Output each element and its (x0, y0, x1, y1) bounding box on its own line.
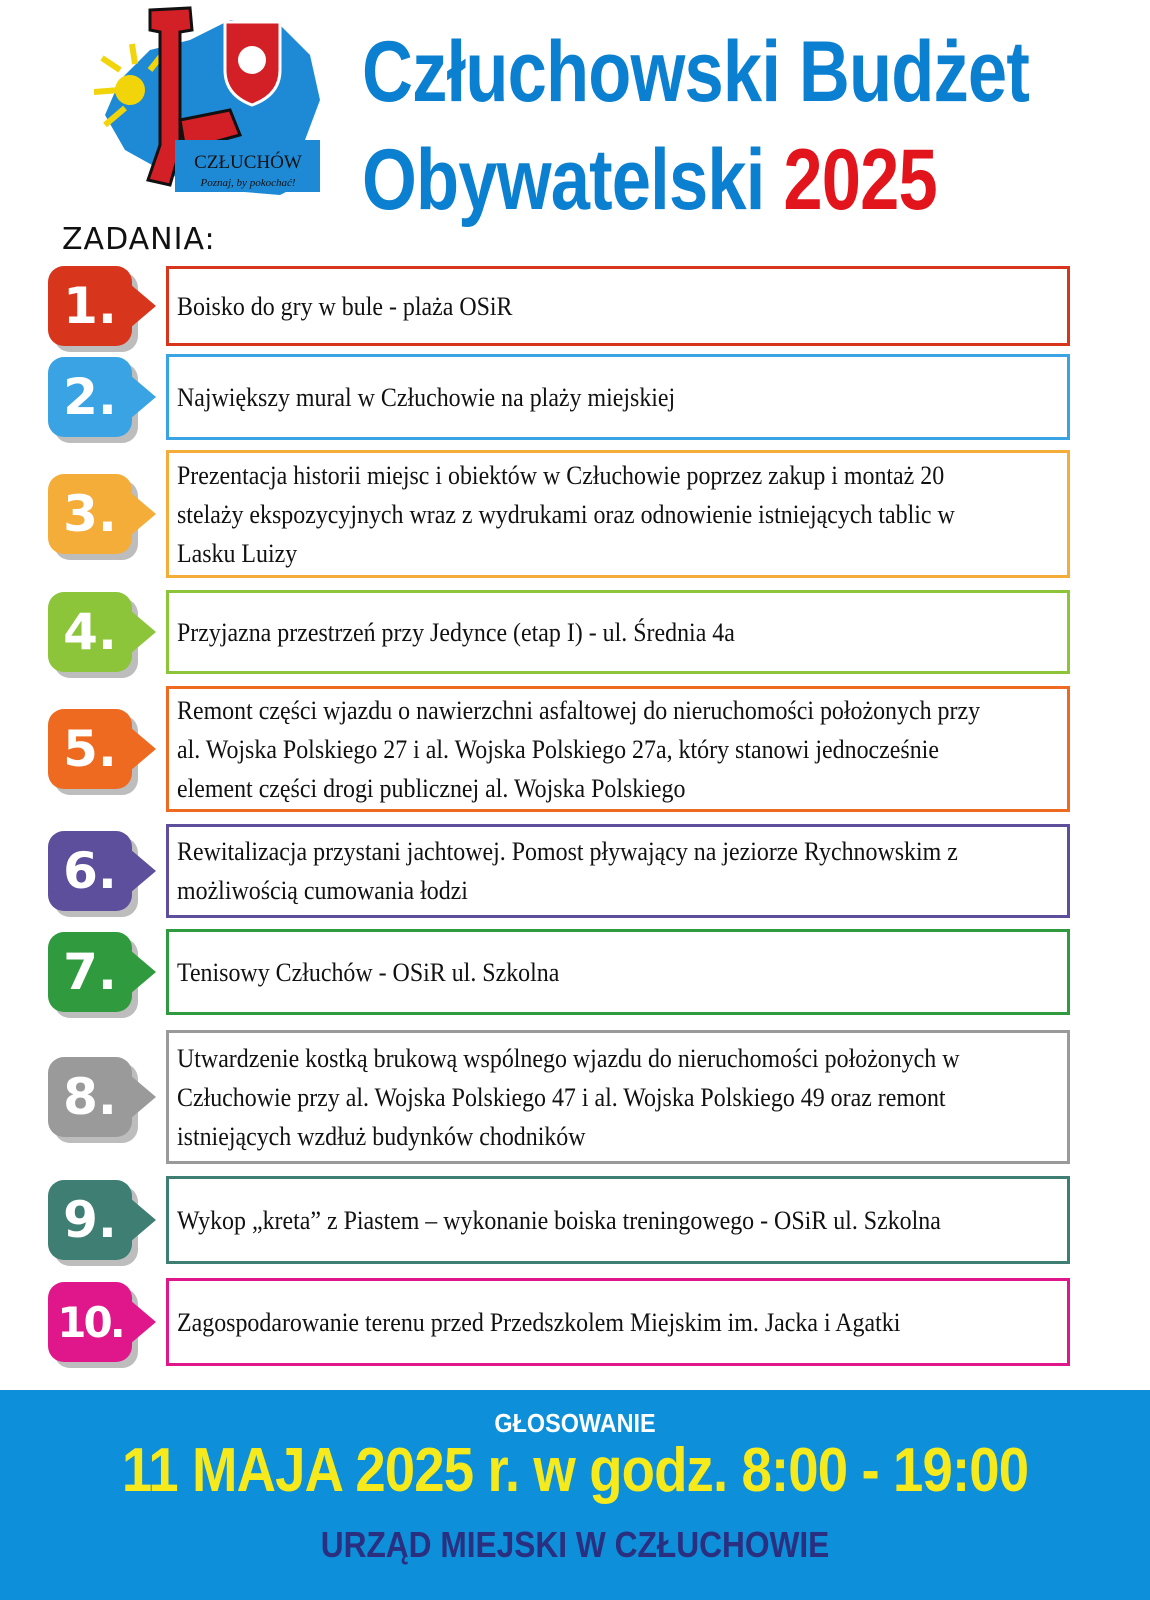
task-number-badge: 6. (48, 831, 132, 911)
page-title (362, 18, 1029, 234)
task-item (0, 929, 1150, 1015)
task-description-box (166, 1030, 1070, 1164)
task-item (0, 450, 1150, 578)
task-description-box (166, 1176, 1070, 1264)
task-description: Utwardzenie kostką brukową wspólnego wjazdu do nieruchomości położonych w Człuchowie przy al. Wojska Polskiego 47 i al. Wojska Polskiego 49 oraz remont istniejących wzdłuż budynków chodników (177, 1043, 960, 1151)
task-number-badge: 7. (48, 932, 132, 1012)
task-description: Remont części wjazdu o nawierzchni asfaltowej do nieruchomości położonych przy al. Wojska Polskiego 27 i al. Wojska Polskiego 27a, który stanowi jednocześnie element części drogi publicznej al. Wojska Polskiego (177, 695, 981, 803)
task-number-badge: 8. (48, 1057, 132, 1137)
voting-footer (0, 1390, 1150, 1600)
task-description-box (166, 590, 1070, 674)
task-description-box (166, 354, 1070, 440)
task-arrow-icon (130, 849, 156, 893)
task-arrow-icon (130, 610, 156, 654)
section-label: ZADANIA: (62, 222, 216, 257)
title-line-1: Człuchowski Budżet (362, 24, 1029, 120)
task-arrow-icon (130, 375, 156, 419)
task-arrow-icon (130, 950, 156, 994)
task-number-badge: 10. (48, 1282, 132, 1362)
task-number-badge: 5. (48, 709, 132, 789)
svg-text:CZŁUCHÓW: CZŁUCHÓW (194, 152, 302, 173)
town-logo (80, 0, 340, 215)
task-arrow-icon (130, 492, 156, 536)
task-description-box (166, 450, 1070, 578)
task-number-badge: 3. (48, 474, 132, 554)
task-description-box (166, 266, 1070, 346)
title-word: Obywatelski (362, 132, 765, 228)
task-description-box (166, 929, 1070, 1015)
task-arrow-icon (130, 1300, 156, 1344)
task-number-badge: 1. (48, 266, 132, 346)
task-number-badge: 4. (48, 592, 132, 672)
task-item (0, 1176, 1150, 1264)
task-description: Wykop „kreta” z Piastem – wykonanie boiska treningowego - OSiR ul. Szkolna (177, 1205, 941, 1235)
task-description: Przyjazna przestrzeń przy Jedynce (etap I) - ul. Średnia 4a (177, 617, 735, 647)
task-description: Boisko do gry w bule - plaża OSiR (177, 291, 513, 321)
task-description: Tenisowy Człuchów - OSiR ul. Szkolna (177, 957, 560, 987)
task-number-badge: 9. (48, 1180, 132, 1260)
task-arrow-icon (130, 284, 156, 328)
svg-text:Poznaj, by pokochać!: Poznaj, by pokochać! (200, 177, 296, 189)
task-description-box (166, 824, 1070, 918)
task-description: Największy mural w Człuchowie na plaży miejskiej (177, 382, 676, 412)
task-arrow-icon (130, 1075, 156, 1119)
task-item (0, 1278, 1150, 1366)
title-line-2 (362, 126, 1002, 234)
task-description-box (166, 1278, 1070, 1366)
town-logo-graphic (80, 0, 340, 215)
voting-place: URZĄD MIEJSKI W CZŁUCHOWIE (320, 1524, 830, 1565)
title-year: 2025 (783, 132, 937, 228)
task-arrow-icon (130, 727, 156, 771)
task-arrow-icon (130, 1198, 156, 1242)
task-item (0, 1030, 1150, 1164)
task-description: Zagospodarowanie terenu przed Przedszkolem Miejskim im. Jacka i Agatki (177, 1307, 901, 1337)
task-item (0, 590, 1150, 674)
task-item (0, 266, 1150, 346)
task-number-badge: 2. (48, 357, 132, 437)
task-description: Rewitalizacja przystani jachtowej. Pomost pływający na jeziorze Rychnowskim z możliwością cumowania łodzi (177, 837, 958, 905)
task-item (0, 824, 1150, 918)
task-item (0, 686, 1150, 812)
voting-date: 11 MAJA 2025 r. w godz. 8:00 - 19:00 (121, 1436, 1029, 1505)
voting-label: GŁOSOWANIE (494, 1408, 656, 1438)
task-item (0, 354, 1150, 440)
task-description-box (166, 686, 1070, 812)
task-description: Prezentacja historii miejsc i obiektów w Człuchowie poprzez zakup i montaż 20 stelaży ekspozycyjnych wraz z wydrukami oraz odnowienie istniejących tablic w Lasku Luizy (177, 460, 955, 568)
